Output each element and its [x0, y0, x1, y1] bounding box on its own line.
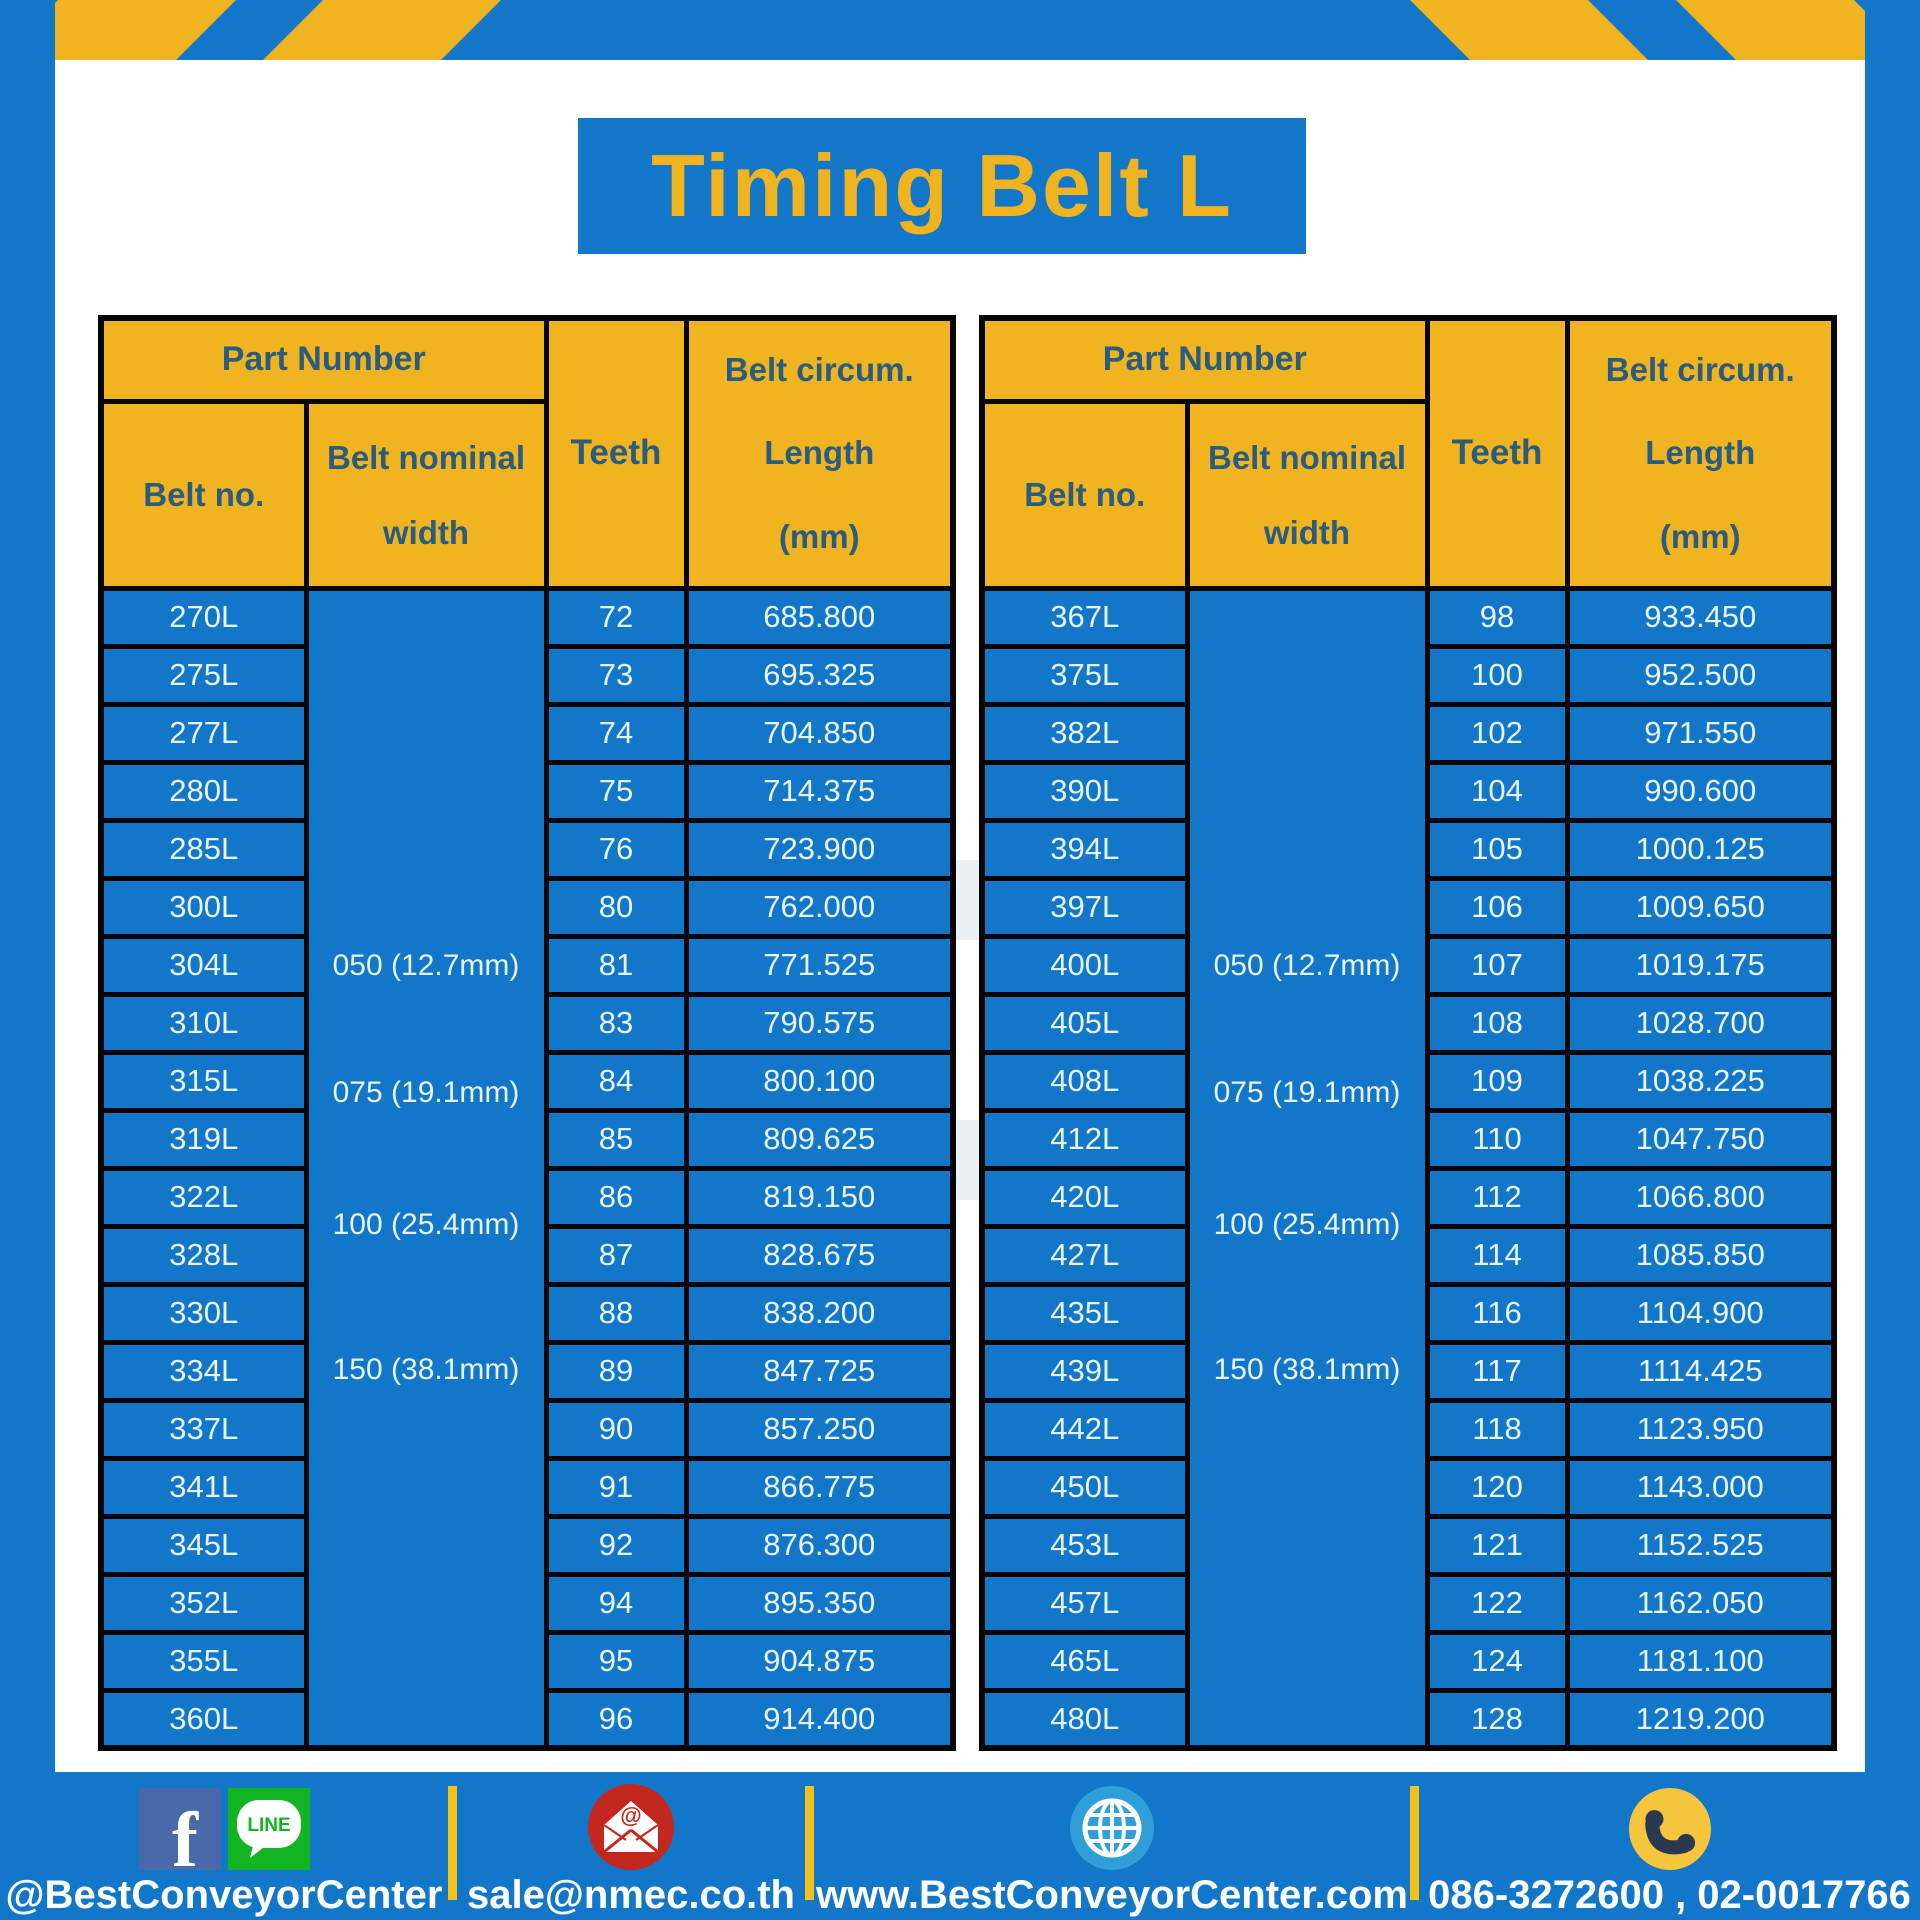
belt-circum-header: [686, 318, 953, 588]
hazard-stripe: [1400, 0, 1658, 60]
belt-no-cell: 450L: [982, 1458, 1187, 1516]
footer-social-section: [0, 1776, 448, 1916]
belt-no-cell: 328L: [101, 1226, 306, 1284]
belt-no-cell: 435L: [982, 1284, 1187, 1342]
belt-no-cell: 285L: [101, 820, 306, 878]
width-label: 150 (38.1mm): [332, 1352, 520, 1386]
belt-nominal-width-line: Belt nominal: [1207, 438, 1407, 476]
facebook-icon: [139, 1788, 221, 1870]
width-label: 050 (12.7mm): [1213, 948, 1401, 982]
teeth-cell: 76: [546, 820, 686, 878]
teeth-header: Teeth: [546, 318, 686, 588]
width-label: 075 (19.1mm): [332, 1075, 520, 1109]
teeth-cell: 91: [546, 1458, 686, 1516]
table-row: [982, 588, 1834, 646]
belt-no-cell: 408L: [982, 1052, 1187, 1110]
footer-email-section: [457, 1776, 805, 1916]
belt-no-header: Belt no.: [101, 401, 306, 588]
length-cell: 971.550: [1567, 704, 1834, 762]
belt-no-cell: 457L: [982, 1574, 1187, 1632]
length-cell: 838.200: [686, 1284, 953, 1342]
belt-no-cell: 397L: [982, 878, 1187, 936]
table-row: [101, 588, 953, 646]
belt-no-cell: 375L: [982, 646, 1187, 704]
length-cell: 1104.900: [1567, 1284, 1834, 1342]
width-label: 150 (38.1mm): [1213, 1352, 1401, 1386]
length-cell: 695.325: [686, 646, 953, 704]
length-cell: 1152.525: [1567, 1516, 1834, 1574]
belt-no-cell: 337L: [101, 1400, 306, 1458]
belt-circum-line: Belt circum.: [724, 350, 914, 388]
belt-no-cell: 334L: [101, 1342, 306, 1400]
belt-no-cell: 315L: [101, 1052, 306, 1110]
length-cell: 819.150: [686, 1168, 953, 1226]
length-cell: 952.500: [1567, 646, 1834, 704]
belt-no-cell: 310L: [101, 994, 306, 1052]
belt-no-cell: 275L: [101, 646, 306, 704]
tables-row: [98, 315, 1826, 1751]
belt-circum-line: Length: [764, 434, 875, 472]
teeth-cell: 105: [1427, 820, 1567, 878]
width-label: 075 (19.1mm): [1213, 1075, 1401, 1109]
length-cell: 1219.200: [1567, 1690, 1834, 1748]
length-cell: 685.800: [686, 588, 953, 646]
belt-nominal-width-line: Belt nominal: [326, 438, 526, 476]
teeth-cell: 75: [546, 762, 686, 820]
footer-divider: [1410, 1786, 1419, 1900]
length-cell: 704.850: [686, 704, 953, 762]
social-handle: @BestConveyorCenter: [5, 1873, 443, 1917]
teeth-cell: 87: [546, 1226, 686, 1284]
teeth-cell: 107: [1427, 936, 1567, 994]
teeth-cell: 81: [546, 936, 686, 994]
length-cell: 876.300: [686, 1516, 953, 1574]
length-cell: 933.450: [1567, 588, 1834, 646]
width-label: 100 (25.4mm): [332, 1208, 520, 1242]
teeth-cell: 95: [546, 1632, 686, 1690]
teeth-cell: 120: [1427, 1458, 1567, 1516]
width-label: 050 (12.7mm): [332, 948, 520, 982]
belt-no-cell: 330L: [101, 1284, 306, 1342]
length-cell: 800.100: [686, 1052, 953, 1110]
teeth-cell: 110: [1427, 1110, 1567, 1168]
belt-no-cell: 341L: [101, 1458, 306, 1516]
teeth-cell: 85: [546, 1110, 686, 1168]
teeth-cell: 86: [546, 1168, 686, 1226]
length-cell: 762.000: [686, 878, 953, 936]
part-number-header: Part Number: [101, 318, 546, 401]
belt-no-cell: 355L: [101, 1632, 306, 1690]
belt-no-cell: 277L: [101, 704, 306, 762]
belt-no-cell: 345L: [101, 1516, 306, 1574]
teeth-cell: 108: [1427, 994, 1567, 1052]
teeth-cell: 121: [1427, 1516, 1567, 1574]
length-cell: 1038.225: [1567, 1052, 1834, 1110]
belt-no-cell: 394L: [982, 820, 1187, 878]
belt-no-cell: 405L: [982, 994, 1187, 1052]
belt-no-cell: 300L: [101, 878, 306, 936]
teeth-cell: 72: [546, 588, 686, 646]
belt-circum-line: (mm): [1659, 517, 1741, 555]
teeth-cell: 92: [546, 1516, 686, 1574]
teeth-cell: 84: [546, 1052, 686, 1110]
teeth-cell: 118: [1427, 1400, 1567, 1458]
timing-belt-table-right: [979, 315, 1837, 1751]
teeth-cell: 80: [546, 878, 686, 936]
length-cell: 857.250: [686, 1400, 953, 1458]
teeth-cell: 114: [1427, 1226, 1567, 1284]
length-cell: 1143.000: [1567, 1458, 1834, 1516]
belt-no-cell: 367L: [982, 588, 1187, 646]
length-cell: 723.900: [686, 820, 953, 878]
length-cell: 828.675: [686, 1226, 953, 1284]
belt-nominal-width-cell: [1187, 588, 1427, 1748]
footer-divider: [805, 1786, 814, 1900]
belt-no-cell: 360L: [101, 1690, 306, 1748]
belt-nominal-width-line: width: [1263, 513, 1351, 551]
footer-bar: [0, 1772, 1920, 1920]
belt-no-cell: 319L: [101, 1110, 306, 1168]
teeth-cell: 116: [1427, 1284, 1567, 1342]
teeth-cell: 74: [546, 704, 686, 762]
width-label: 100 (25.4mm): [1213, 1208, 1401, 1242]
belt-no-cell: 382L: [982, 704, 1187, 762]
belt-no-header: Belt no.: [982, 401, 1187, 588]
email-address: sale@nmec.co.th: [466, 1873, 795, 1917]
belt-no-cell: 270L: [101, 588, 306, 646]
belt-no-cell: 400L: [982, 936, 1187, 994]
teeth-cell: 88: [546, 1284, 686, 1342]
svg-text:@: @: [620, 1803, 642, 1828]
teeth-cell: 94: [546, 1574, 686, 1632]
teeth-cell: 90: [546, 1400, 686, 1458]
belt-no-cell: 280L: [101, 762, 306, 820]
teeth-cell: 122: [1427, 1574, 1567, 1632]
teeth-cell: 98: [1427, 588, 1567, 646]
length-cell: 1028.700: [1567, 994, 1834, 1052]
globe-icon: [1070, 1786, 1154, 1870]
length-cell: 866.775: [686, 1458, 953, 1516]
length-cell: 714.375: [686, 762, 953, 820]
teeth-cell: 109: [1427, 1052, 1567, 1110]
page-title: Timing Belt L: [651, 136, 1233, 235]
footer-divider: [448, 1786, 457, 1900]
footer-website-section: [814, 1776, 1410, 1916]
line-icon: [228, 1788, 310, 1870]
length-cell: 1047.750: [1567, 1110, 1834, 1168]
belt-no-cell: 480L: [982, 1690, 1187, 1748]
teeth-cell: 89: [546, 1342, 686, 1400]
hazard-stripe: [253, 0, 511, 60]
belt-no-cell: 427L: [982, 1226, 1187, 1284]
svg-text:LINE: LINE: [246, 1815, 291, 1836]
length-cell: 1066.800: [1567, 1168, 1834, 1226]
phone-icon: [1629, 1788, 1711, 1870]
teeth-header: Teeth: [1427, 318, 1567, 588]
belt-no-cell: 352L: [101, 1574, 306, 1632]
teeth-cell: 83: [546, 994, 686, 1052]
part-number-header: Part Number: [982, 318, 1427, 401]
length-cell: 904.875: [686, 1632, 953, 1690]
title-banner: [578, 118, 1306, 254]
teeth-cell: 104: [1427, 762, 1567, 820]
length-cell: 914.400: [686, 1690, 953, 1748]
belt-no-cell: 420L: [982, 1168, 1187, 1226]
teeth-cell: 106: [1427, 878, 1567, 936]
belt-no-cell: 304L: [101, 936, 306, 994]
length-cell: 1162.050: [1567, 1574, 1834, 1632]
belt-nominal-width-cell: [306, 588, 546, 1748]
timing-belt-table-left: [98, 315, 956, 1751]
belt-no-cell: 412L: [982, 1110, 1187, 1168]
teeth-cell: 112: [1427, 1168, 1567, 1226]
belt-no-cell: 439L: [982, 1342, 1187, 1400]
belt-no-cell: 453L: [982, 1516, 1187, 1574]
belt-nominal-width-header: [306, 401, 546, 588]
belt-circum-line: Length: [1645, 434, 1756, 472]
teeth-cell: 117: [1427, 1342, 1567, 1400]
svg-text:f: f: [171, 1796, 198, 1870]
teeth-cell: 102: [1427, 704, 1567, 762]
length-cell: 790.575: [686, 994, 953, 1052]
length-cell: 809.625: [686, 1110, 953, 1168]
belt-no-cell: 322L: [101, 1168, 306, 1226]
website-url: www.BestConveyorCenter.com: [815, 1873, 1408, 1917]
length-cell: 895.350: [686, 1574, 953, 1632]
belt-no-cell: 390L: [982, 762, 1187, 820]
length-cell: 1114.425: [1567, 1342, 1834, 1400]
frame-left: [0, 0, 55, 1920]
email-icon: [588, 1784, 674, 1870]
length-cell: 847.725: [686, 1342, 953, 1400]
belt-no-cell: 442L: [982, 1400, 1187, 1458]
belt-circum-line: (mm): [778, 517, 860, 555]
belt-nominal-width-header: [1187, 401, 1427, 588]
teeth-cell: 100: [1427, 646, 1567, 704]
length-cell: 771.525: [686, 936, 953, 994]
belt-circum-header: [1567, 318, 1834, 588]
length-cell: 1009.650: [1567, 878, 1834, 936]
teeth-cell: 128: [1427, 1690, 1567, 1748]
phone-numbers: 086-3272600 , 02-0017766: [1428, 1873, 1911, 1917]
length-cell: 1085.850: [1567, 1226, 1834, 1284]
length-cell: 1000.125: [1567, 820, 1834, 878]
teeth-cell: 96: [546, 1690, 686, 1748]
length-cell: 1019.175: [1567, 936, 1834, 994]
belt-circum-line: Belt circum.: [1605, 350, 1795, 388]
top-hazard-band: [0, 0, 1920, 60]
length-cell: 1181.100: [1567, 1632, 1834, 1690]
belt-nominal-width-line: width: [382, 513, 470, 551]
footer-phone-section: [1419, 1776, 1920, 1916]
length-cell: 990.600: [1567, 762, 1834, 820]
teeth-cell: 124: [1427, 1632, 1567, 1690]
belt-no-cell: 465L: [982, 1632, 1187, 1690]
length-cell: 1123.950: [1567, 1400, 1834, 1458]
frame-right: [1865, 0, 1920, 1920]
teeth-cell: 73: [546, 646, 686, 704]
